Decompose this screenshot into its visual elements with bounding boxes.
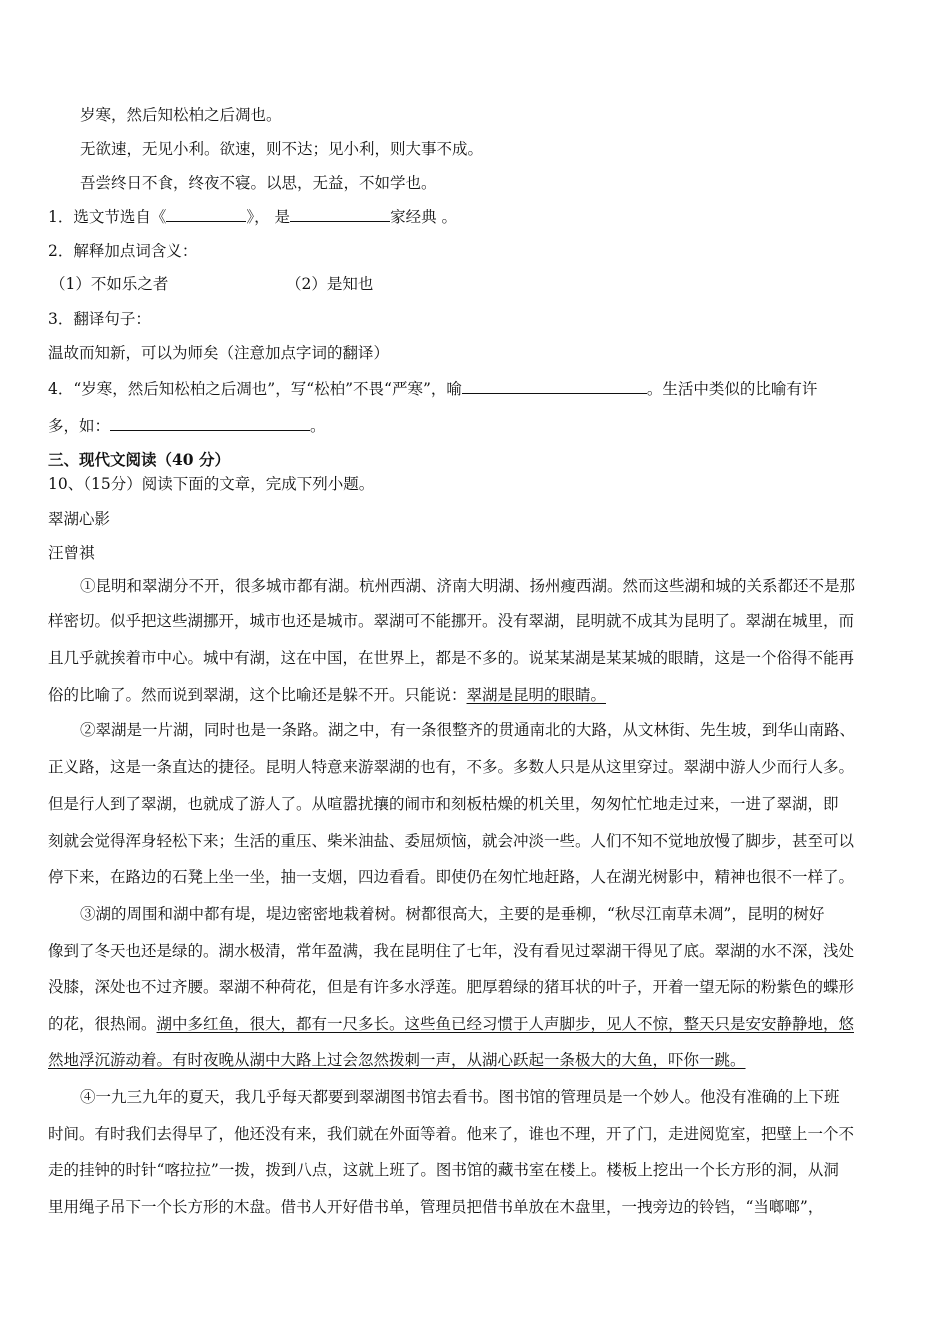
paragraph-line: 且几乎就挨着市中心。城中有湖，这在中国，在世界上，都是不多的。说某某湖是某某城的眼睛，这是一个俗得不能再 [48,649,855,667]
paragraph-line: 刻就会觉得浑身轻松下来；生活的重压、柴米油盐、委屈烦恼，就会冲淡一些。人们不知不觉地放慢了脚步，甚至可以 [48,832,855,850]
paragraph-line: ③湖的周围和湖中都有堤，堤边密密地栽着树。树都很高大，主要的是垂柳，“秋尽江南草未凋”，昆明的树好 [80,905,825,923]
question-3: 3．翻译句子： [48,310,151,328]
paragraph-line: ①昆明和翠湖分不开，很多城市都有湖。杭州西湖、济南大明湖、扬州瘦西湖。然而这些湖和城的关系都还不是那 [80,577,856,595]
question-3-sentence: 温故而知新，可以为师矣（注意加点字词的翻译） [48,344,390,362]
passage-title: 翠湖心影 [48,510,111,528]
passage-author: 汪曾祺 [48,544,95,562]
classical-line: 无欲速，无见小利。欲速，则不达；见小利，则大事不成。 [80,140,484,158]
question-4: 4．“岁寒，然后知松柏之后凋也”，写“松柏”不畏“严寒”，喻 。生活中类似的比喻有许 [48,380,818,398]
paragraph-line: 没膝，深处也不过齐腰。翠湖不种荷花，但是有许多水浮莲。肥厚碧绿的猪耳状的叶子，开着一望无际的粉紫色的蝶形 [48,978,855,996]
paragraph-line: ④一九三九年的夏天，我几乎每天都要到翠湖图书馆去看书。图书馆的管理员是一个妙人。他没有准确的上下班 [80,1088,840,1106]
paragraph-line: 走的挂钟的时针“喀拉拉”一拨，拨到八点，这就上班了。图书馆的藏书室在楼上。楼板上挖出一个长方形的洞，从洞 [48,1161,839,1179]
paragraph-line: 正义路，这是一条直达的捷径。昆明人特意来游翠湖的也有，不多。多数人只是从这里穿过。翠湖中游人少而行人多。 [48,758,855,776]
underlined-sentence: 湖中多红鱼，很大，都有一尺多长。这些鱼已经习惯于人声脚步，见人不惊，整天只是安安静静地，悠 [156,1015,855,1033]
classical-line: 吾尝终日不食，终夜不寝。以思，无益，不如学也。 [80,174,437,192]
answer-blank[interactable] [462,379,647,394]
question-10: 10、（15分）阅读下面的文章，完成下列小题。 [48,475,375,493]
question-2-item: （1）不如乐之者 [50,275,169,293]
question-2: 2．解释加点词含义： [48,242,198,260]
paragraph-line: 时间。有时我们去得早了，他还没有来，我们就在外面等着。他来了，谁也不理，开了门，走进阅览室，把壁上一个不 [48,1125,855,1143]
question-2-item: （2）是知也 [286,275,374,293]
paragraph-line: 但是行人到了翠湖，也就成了游人了。从喧嚣扰攘的闹市和刻板枯燥的机关里，匆匆忙忙地走过来，一进了翠湖，即 [48,795,839,813]
section-heading: 三、现代文阅读（40 分） [48,450,230,469]
classical-line: 岁寒，然后知松柏之后凋也。 [80,106,282,124]
paragraph-line: 的花，很热闹。湖中多红鱼，很大，都有一尺多长。这些鱼已经习惯于人声脚步，见人不惊，整天只是安安静静地，悠 [48,1015,855,1033]
paragraph-line: 里用绳子吊下一个长方形的木盘。借书人开好借书单，管理员把借书单放在木盘里，一拽旁边的铃铛，“当啷啷”， [48,1198,824,1216]
paragraph-line: 停下来，在路边的石凳上坐一坐，抽一支烟，四边看看。即使仍在匆忙地赶路，人在湖光树影中，精神也很不一样了。 [48,868,855,886]
underlined-sentence: 然地浮沉游动着。有时夜晚从湖中大路上过会忽然拨刺一声，从湖心跃起一条极大的大鱼，吓你一跳。 [48,1051,746,1069]
question-4-cont: 多，如： 。 [48,417,326,435]
paragraph-line: ②翠湖是一片湖，同时也是一条路。湖之中，有一条很整齐的贯通南北的大路，从文林街、先生坡，到华山南路、 [80,721,856,739]
question-1: 1．选文节选自《 》， 是 家经典 。 [48,208,457,226]
answer-blank[interactable] [110,416,310,431]
paragraph-line: 样密切。似乎把这些湖挪开，城市也还是城市。翠湖可不能挪开。没有翠湖，昆明就不成其为昆明了。翠湖在城里，而 [48,612,855,630]
paragraph-line [48,1048,746,1070]
paragraph-line: 像到了冬天也还是绿的。湖水极清，常年盈满，我在昆明住了七年，没有看见过翠湖干得见了底。翠湖的水不深，浅处 [48,942,855,960]
answer-blank[interactable] [166,207,246,222]
paragraph-line: 俗的比喻了。然而说到翠湖，这个比喻还是躲不开。只能说：翠湖是昆明的眼睛。 [48,686,607,704]
underlined-sentence: 翠湖是昆明的眼睛。 [466,686,607,704]
answer-blank[interactable] [290,207,390,222]
